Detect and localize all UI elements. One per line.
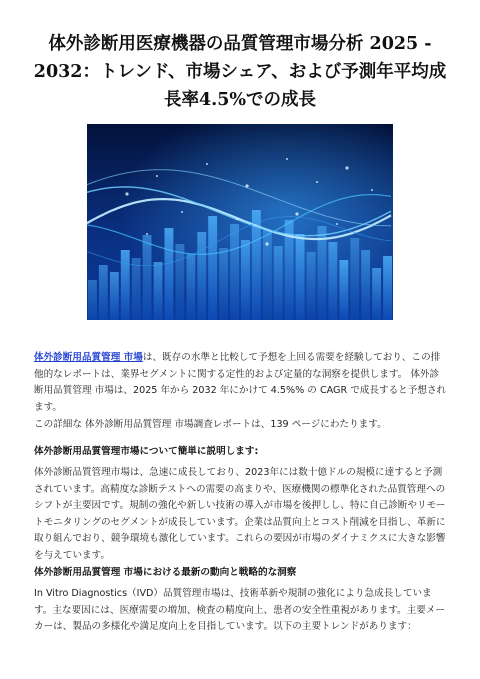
hero-light-dot [371,189,373,191]
hero-bar [165,228,174,320]
hero-bar [132,258,141,320]
hero-bar [121,250,130,320]
section-body-trends: In Vitro Diagnostics（IVD）品質管理市場は、技術革新や規制の強化により急成長しています。主な要因には、医療需要の増加、検査の精度向上、患者の安全性重視があります。主要メーカーは、製品の多様化や満足度向上を目指しています。以下の主要トレンドがあります： [34,588,445,633]
hero-light-dot [245,184,248,187]
hero-bar [339,260,348,320]
hero-light-dot [345,166,348,169]
hero-bar [110,272,119,320]
hero-bar [328,242,337,320]
hero-light-dot [181,211,183,213]
hero-bar [175,244,184,320]
hero-light-dot [125,192,128,195]
hero-bar [307,252,316,320]
hero-bar [186,254,195,320]
hero-light-dot [156,175,158,177]
section-body-overview: 体外診断品質管理市場は、急速に成長しており、2023年には数十億ドルの規模に達すると予測されています。高精度な診断テストへの需要の高まりや、医療機関の標準化された品質管理へのシフトが主要因です。規制の強化や新しい技術の導入が市場を後押しし、特に自己診断やリモートモニタリングのセグメントが成長しています。企業は品質向上とコスト削減を目指し、革新に取り組んでおり、競争環境も激化しています。これらの要因が市場のダイナミクスに大きな影響を与えています。 [34,467,446,561]
hero-light-dot [295,212,298,215]
hero-light-dot [286,158,288,160]
hero-bar [88,280,97,320]
hero-bar [197,232,206,320]
hero-bar [274,246,283,320]
hero-bar [241,240,250,320]
hero-bar [154,262,163,320]
hero-bar [219,248,228,320]
pages-note: この詳細な 体外診断用品質管理 市場調査レポートは、139 ページにわたります。 [34,419,387,430]
hero-bar [350,238,359,320]
hero-light-dot [265,242,268,245]
section-heading-trends: 体外診断用品質管理 市場における最新の動向と戦略的な洞察 [34,567,297,578]
intro-paragraph [34,350,448,416]
hero-light-dot [316,181,318,183]
intro-text: は、既存の水準と比較して予想を上回る需要を経験しており、この排他的なレポートは、業界セグメントに関する定性的および定量的な洞察を提供します。 体外診断用品質管理 市場は、2025 年から 2032 年にかけて 4.5%% の CAGR で成長すると予想されます。 [34,352,447,413]
hero-light-dot [206,163,208,165]
section-heading-overview: 体外診断用品質管理市場について簡単に説明します: [34,446,259,457]
hero-bar [296,234,305,320]
hero-bar [383,256,392,320]
hero-image [87,124,393,320]
hero-bar [208,216,217,320]
hero-bar [318,226,327,320]
hero-light-dot [146,233,148,235]
hero-bar [372,268,381,320]
hero-bar [143,235,152,320]
hero-light-dot [236,218,238,220]
document-title: 体外診断用医療機器の品質管理市場分析 2025 - 2032：トレンド、市場シェア、および予測年平均成長率4.5%での成長 [33,34,447,110]
hero-light-dot [336,223,338,225]
market-chart-illustration [87,124,393,320]
hero-bar [230,224,239,320]
hero-bar [99,265,108,320]
market-link[interactable]: 体外診断用品質管理 市場 [34,352,143,363]
hero-bar [361,250,370,320]
